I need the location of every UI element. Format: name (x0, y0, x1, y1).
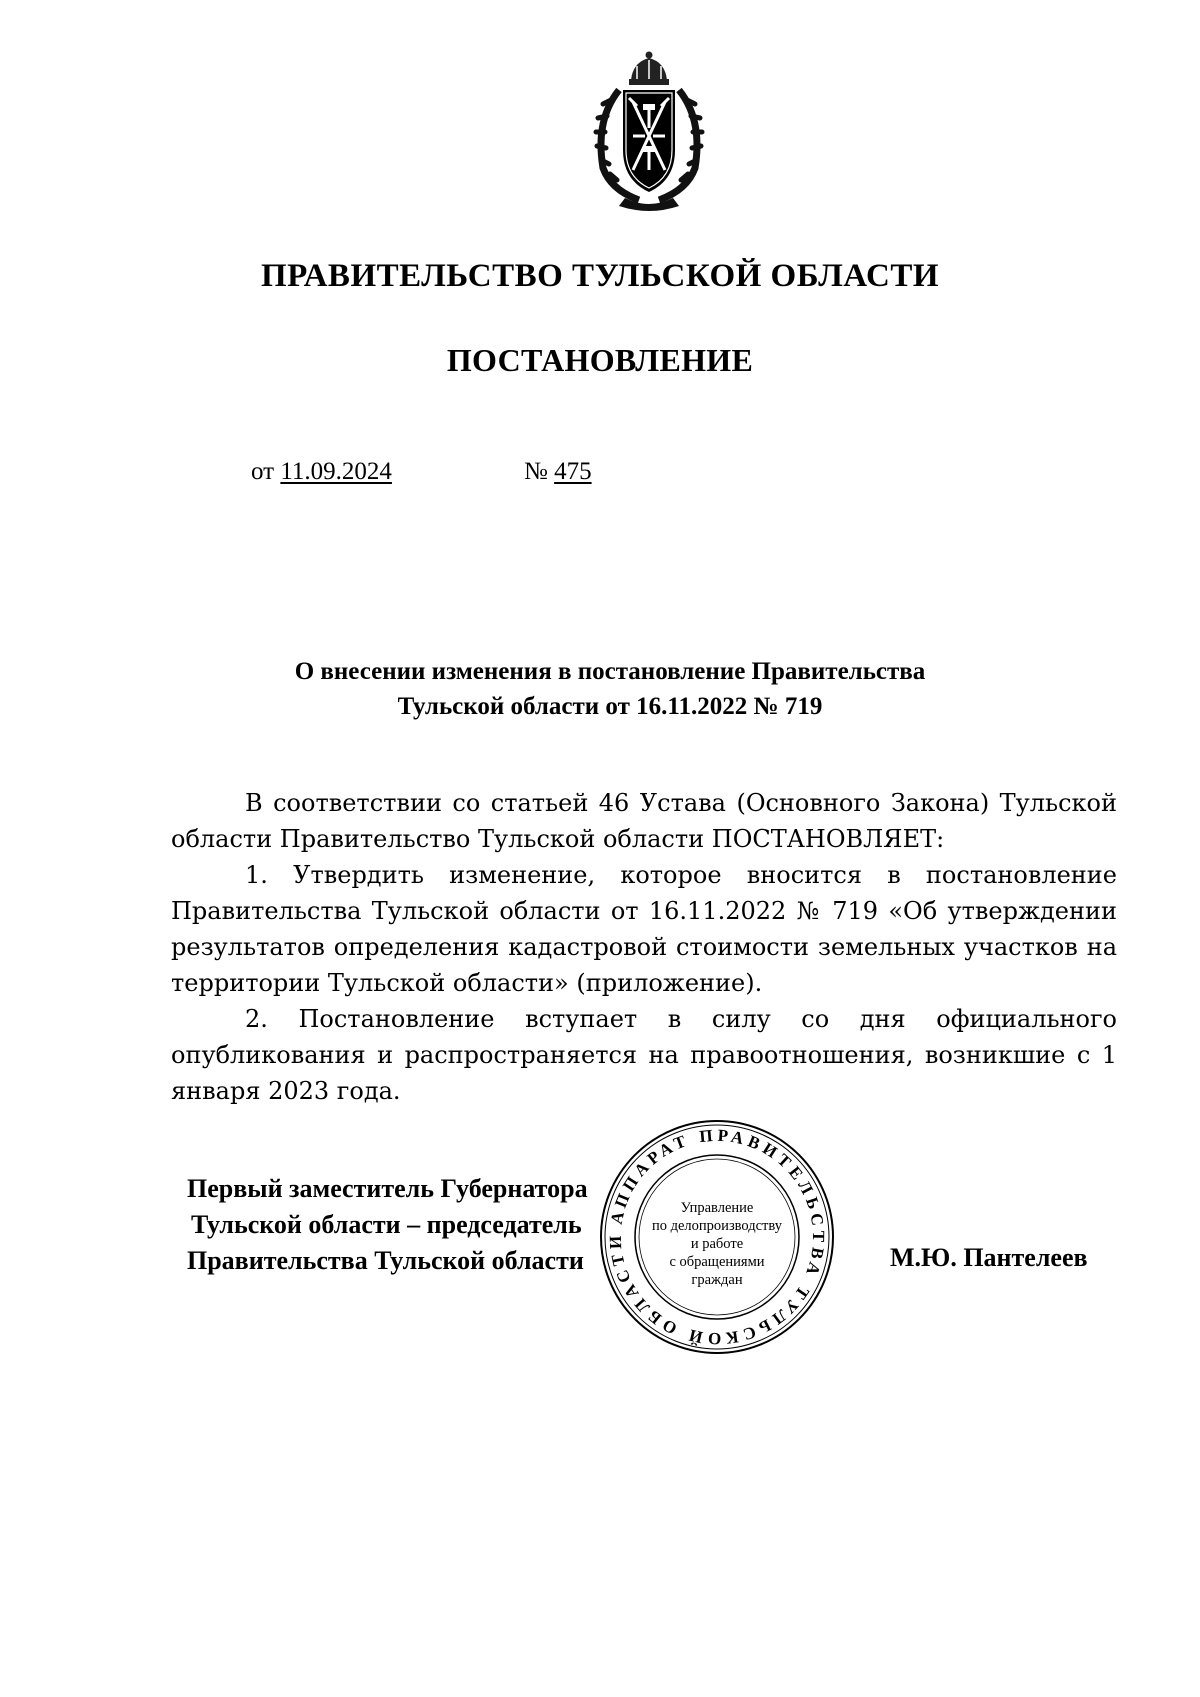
document-number (524, 458, 592, 486)
organization-title: ПРАВИТЕЛЬСТВО ТУЛЬСКОЙ ОБЛАСТИ (261, 258, 939, 294)
stamp-inner-text (647, 1199, 787, 1289)
signer-name: М.Ю. Пантелеев (890, 1243, 1088, 1272)
date-value: 11.09.2024 (280, 458, 392, 485)
number-prefix: № (524, 458, 548, 485)
date-prefix: от (251, 458, 275, 485)
stamp-line-5: граждан (691, 1272, 743, 1288)
signer-position-line-3: Правительства Тульской области (187, 1246, 584, 1275)
number-value: 475 (554, 458, 592, 485)
body-preamble: В соответствии со статьей 46 Устава (Основного Закона) Тульской области Правительство Тульской области ПОСТАНОВЛЯЕТ: (171, 789, 1117, 853)
signer-position-line-1: Первый заместитель Губернатора (187, 1174, 588, 1203)
body-item-1: 1. Утвердить изменение, которое вносится в постановление Правительства Тульской области от 16.11.2022 № 719 «Об утверждении результатов определения кадастровой стоимости земельных участков на территории Тульской области» (приложение). (171, 861, 1117, 997)
stamp-line-4: с обращениями (669, 1254, 765, 1270)
signer-position (187, 1171, 588, 1279)
stamp-line-1: Управление (680, 1200, 754, 1216)
body-item-2: 2. Постановление вступает в силу со дня официального опубликования и распространяется на правоотношения, возникшие с 1 января 2023 года. (171, 1005, 1117, 1105)
coat-of-arms-icon (589, 50, 709, 212)
subject-line-1: О внесении изменения в постановление Правительства (294, 658, 926, 685)
stamp-ring-text: АППАРАТ ПРАВИТЕЛЬСТВА ТУЛЬСКОЙ ОБЛАСТИ (605, 1125, 829, 1349)
subject-line-2: Тульской области от 16.11.2022 № 719 (397, 693, 823, 720)
document-type-title: ПОСТАНОВЛЕНИЕ (446, 342, 754, 378)
document-subject (170, 654, 1050, 724)
signer-position-line-2: Тульской области – председатель (191, 1210, 582, 1239)
document-date (251, 458, 392, 486)
stamp-line-3: и работе (690, 1236, 744, 1252)
document-body (171, 785, 1117, 1109)
stamp-line-2: по делопроизводству (651, 1218, 782, 1234)
